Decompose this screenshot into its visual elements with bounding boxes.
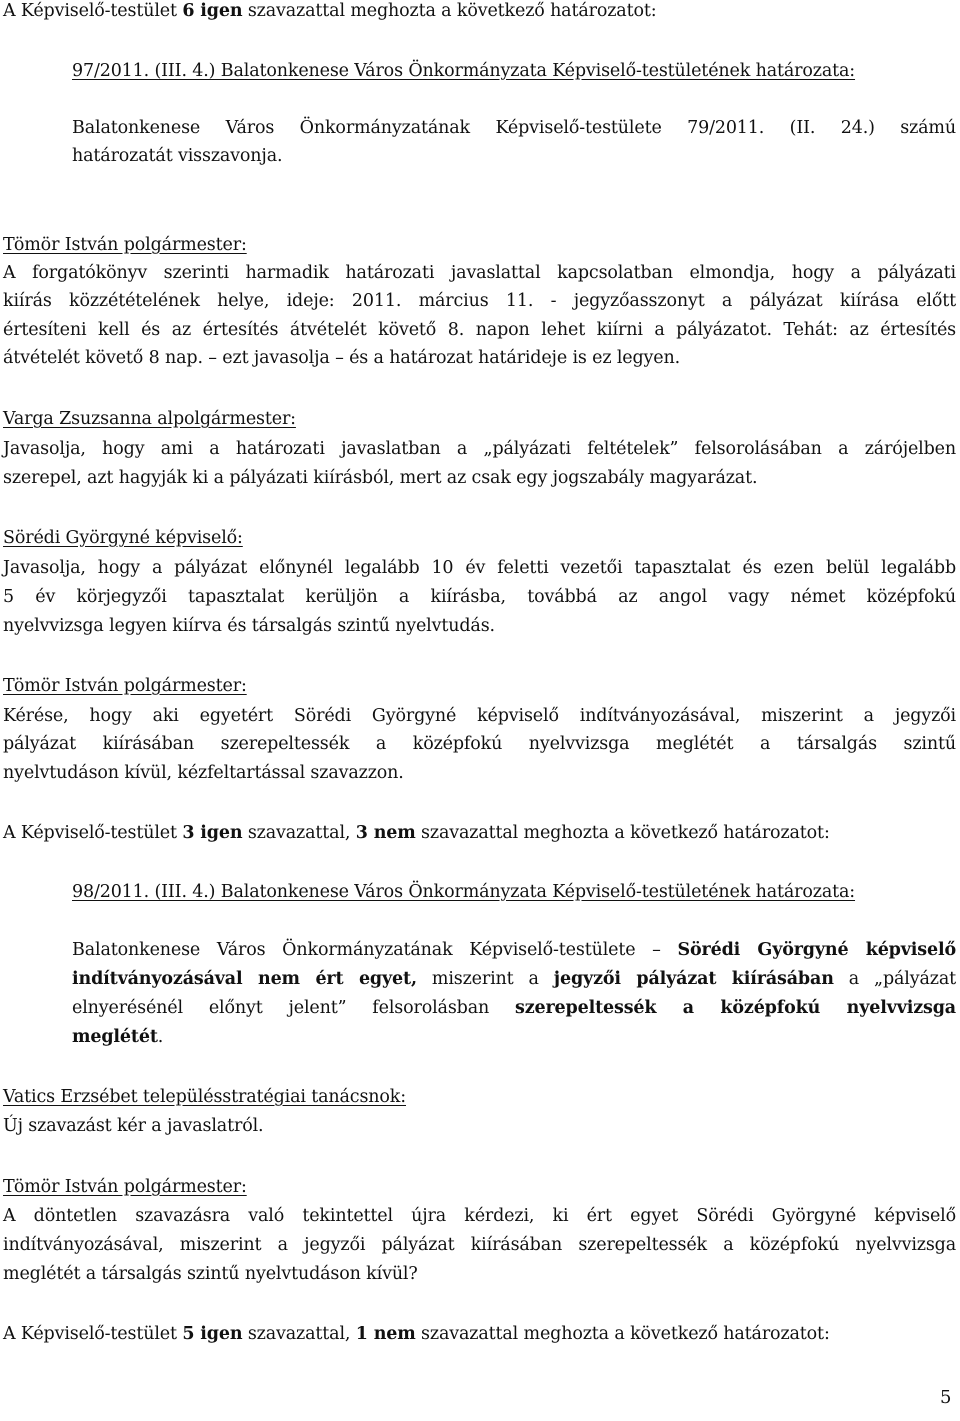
speech-line: szerepel, azt hagyják ki a pályázati kiírásból, mert az csak egy jogszabály magyarázat. xyxy=(3,468,758,488)
speech-line: nyelvtudáson kívül, kézfeltartással szavazzon. xyxy=(3,763,404,783)
speech-line: Javasolja, hogy a pályázat előnynél legalább 10 év feletti vezetői tapasztalat és ezen belül legalább xyxy=(3,558,956,578)
speaker-heading: Tömör István polgármester: xyxy=(3,676,247,696)
speaker-heading: Sörédi Györgyné képviselő: xyxy=(3,528,243,548)
resolution-97-title: 97/2011. (III. 4.) Balatonkenese Város Önkormányzata Képviselő-testületének határozata: xyxy=(72,61,856,81)
speech-line: értesíteni kell és az értesítés átvételét követő 8. napon lehet kiírni a pályázatot. Tehát: az értesítés xyxy=(3,320,956,340)
speech-line: meglétét a társalgás szintű nyelvtudáson kívül? xyxy=(3,1264,418,1284)
page-number: 5 xyxy=(940,1387,952,1408)
speech-line: A forgatókönyv szerinti harmadik határozati javaslattal kapcsolatban elmondja, hogy a pályázati xyxy=(3,263,956,283)
speech-line: Javasolja, hogy ami a határozati javaslatban a „pályázati feltételek” felsorolásában a zárójelben xyxy=(3,439,956,459)
speech-line: A döntetlen szavazásra való tekintettel újra kérdezi, ki ért egyet Sörédi Györgyné képviselő xyxy=(3,1206,956,1226)
speaker-heading: Tömör István polgármester: xyxy=(3,1177,247,1197)
speech-line: kiírás közzétételének helye, ideje: 2011. március 11. - jegyzőasszonyt a pályázat kiírása előtt xyxy=(3,291,956,311)
resolution-98-title: 98/2011. (III. 4.) Balatonkenese Város Önkormányzata Képviselő-testületének határozata: xyxy=(72,882,856,902)
speaker-heading: Varga Zsuzsanna alpolgármester: xyxy=(3,409,296,429)
speech-line: nyelvvizsga legyen kiírva és társalgás szintű nyelvtudás. xyxy=(3,616,495,636)
resolution-98-body-line: Balatonkenese Város Önkormányzatának Képviselő-testülete – Sörédi Györgyné képviselő xyxy=(72,940,956,960)
speech-line: Kérése, hogy aki egyetért Sörédi Györgyné képviselő indítványozásával, miszerint a jegyzői xyxy=(3,706,956,726)
speech-line: pályázat kiírásában szerepeltessék a középfokú nyelvvizsga meglétét a társalgás szintű xyxy=(3,734,956,754)
speech-line: átvételét követő 8 nap. – ezt javasolja – és a határozat határideje is ez legyen. xyxy=(3,348,681,368)
speaker-heading: Tömör István polgármester: xyxy=(3,235,247,255)
speech-line: 5 év körjegyzői tapasztalat kerüljön a kiírásba, továbbá az angol vagy német középfokú xyxy=(3,587,956,607)
resolution-98-body-line: indítványozásával nem ért egyet, miszerint a jegyzői pályázat kiírásában a „pályázat xyxy=(72,969,956,989)
speech-line: Új szavazást kér a javaslatról. xyxy=(3,1116,264,1136)
resolution-97-body-line: határozatát visszavonja. xyxy=(72,146,283,166)
vote-statement-3: A Képviselő-testület 5 igen szavazattal, 1 nem szavazattal meghozta a következő határozatot: xyxy=(3,1324,830,1344)
resolution-98-body-line: elnyerésénél előnyt jelent” felsorolásban szerepeltessék a középfokú nyelvvizsga xyxy=(72,998,956,1018)
vote-statement-2: A Képviselő-testület 3 igen szavazattal, 3 nem szavazattal meghozta a következő határozatot: xyxy=(3,823,830,843)
resolution-97-body-line: Balatonkenese Város Önkormányzatának Képviselő-testülete 79/2011. (II. 24.) számú xyxy=(72,118,956,138)
resolution-98-body-line: meglétét. xyxy=(72,1027,164,1047)
speaker-heading: Vatics Erzsébet településstratégiai tanácsnok: xyxy=(3,1087,406,1107)
vote-statement-1: A Képviselő-testület 6 igen szavazattal meghozta a következő határozatot: xyxy=(3,1,657,21)
speech-line: indítványozásával, miszerint a jegyzői pályázat kiírásában szerepeltessék a középfokú nyelvvizsga xyxy=(3,1235,956,1255)
